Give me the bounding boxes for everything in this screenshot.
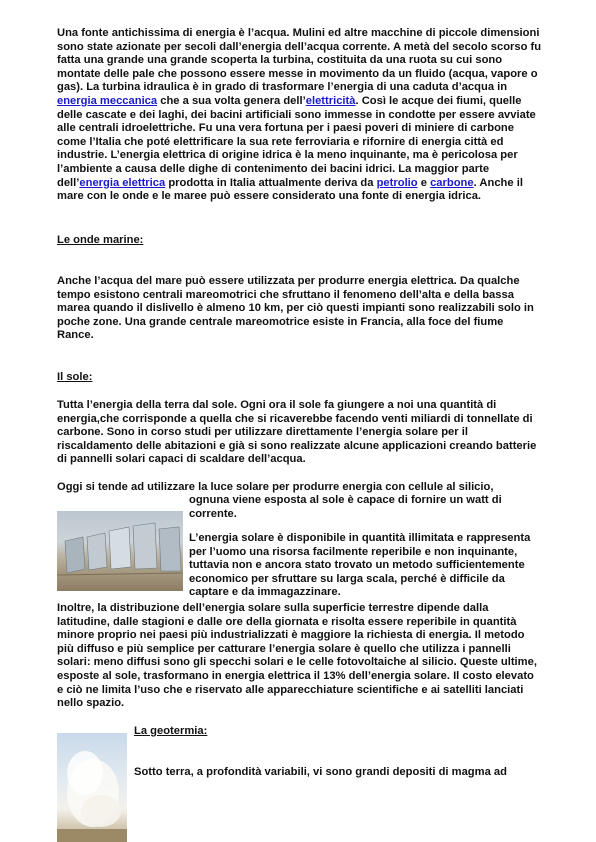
sole-paragraph-1: Tutta l’energia della terra dal sole. Ogni ora il sole fa giungere a noi una quantità di energia,che corrisponde a quella che si ricaverebbe facendo venti miliardi di tonnellate di carbone. Sono in corso studi per utilizzare direttamente l’energia solare per il riscaldamento delle abitazioni e già si sono realizzate alcune applicazioni creando batterie di pannelli solari capaci di scaldare dell’acqua. bbox=[57, 399, 537, 466]
solar-panels-photo bbox=[57, 511, 183, 591]
water-text-4: prodotta in Italia attualmente deriva da bbox=[165, 176, 377, 189]
heading-sole: Il sole: bbox=[57, 371, 93, 383]
link-elettricita[interactable]: elettricità bbox=[305, 94, 356, 107]
onde-paragraph: Anche l’acqua del mare può essere utilizzata per produrre energia elettrica. Da qualche tempo esistono centrali mareomotrici che sfruttano il fenomeno dell’alta e della bassa marea quando il dislivello è almeno 10 km, per ciò questi impianti sono realizzabili solo in poche zone. Una grande centrale mareomotrice esiste in Francia, alla foce del fiume Rance. bbox=[57, 275, 534, 342]
sole-paragraph-3: L’energia solare è disponibile in quantità illimitata e rappresenta per l’uomo una risorsa facilmente reperibile e non inquinante, tuttavia non e ancora stato trovato un metodo sufficientemente economico per sfruttare su larga scala, perché è difficile da captare e da immagazzinare. bbox=[189, 532, 531, 599]
link-carbone[interactable]: carbone bbox=[430, 176, 474, 189]
sole-paragraph-4: Inoltre, la distribuzione dell’energia solare sulla superficie terrestre dipende dalla latitudine, dalle stagioni e dalle ore della giornata e risolta essere reperibile in quantità minore proprio nei paesi più industrializzati è maggiore la richiesta di energia. Il metodo più diffuso e più semplice per catturare l’energia solare è quello che utilizza i pannelli solari: meno diffusi sono gli specchi solari e le celle fotovoltaiche al silicio. Queste ultime, esposte al sole, trasformano in energia elettrica il 13% dell’energia solare. Il costo elevato e ciò ne limita l’uso che e riservato alle apparecchiature scientifiche e ai satelliti lanciati nello spazio. bbox=[57, 602, 537, 710]
link-energia-meccanica[interactable]: energia meccanica bbox=[57, 94, 158, 107]
link-energia-elettrica[interactable]: energia elettrica bbox=[79, 176, 166, 189]
sole-paragraph-2-line1: Oggi si tende ad utilizzare la luce solare per produrre energia con cellule al silicio, bbox=[57, 481, 494, 493]
geothermal-steam-photo bbox=[57, 733, 127, 842]
geothermal-steam-illustration bbox=[57, 733, 127, 842]
geo-paragraph: Sotto terra, a profondità variabili, vi sono grandi depositi di magma ad bbox=[134, 766, 507, 778]
water-text-6: . Anche il mare con le onde e le maree può essere considerato una fonte di energia idrica. bbox=[57, 176, 523, 203]
water-paragraph bbox=[57, 27, 543, 204]
sole-paragraph-2-rest: ognuna viene esposta al sole è capace di fornire un watt di corrente. bbox=[189, 494, 502, 520]
link-petrolio[interactable]: petrolio bbox=[376, 176, 418, 189]
water-text-1: Una fonte antichissima di energia è l’acqua. Mulini ed altre macchine di piccole dimensioni sono state azionate per secoli dall’energia dell’acqua corrente. A metà del secolo scorso fu fatta una grande una grande scoperta la turbina, costituita da una ruota su cui sono montate delle pale che possono essere messe in movimento da un fluido (acqua, vapore o gas). La turbina idraulica è in grado di trasformare l’energia di una caduta d’acqua in bbox=[57, 27, 542, 94]
water-text-2: che a sua volta genera dell’ bbox=[157, 94, 306, 107]
water-text-5: e bbox=[417, 176, 431, 189]
heading-onde-marine: Le onde marine: bbox=[57, 234, 144, 246]
water-text-3: . Così le acque dei fiumi, quelle delle cascate e dei laghi, dei bacini artificiali sono immesse in condotte per essere avviate alle centrali idroelettriche. Fu una vera fortuna per i paesi poveri di miniere di carbone come l’Italia che poté elettrificare la sua rete ferroviaria e rifornire di energia città ed industrie. L’energia elettrica di origine idrica è la meno inquinante, ma è pericolosa per l’ambiente a causa delle dighe di contenimento dei bacini idrici. La maggior parte dell’ bbox=[57, 94, 536, 189]
solar-panels-illustration bbox=[57, 511, 183, 591]
heading-geotermia: La geotermia: bbox=[134, 725, 208, 737]
